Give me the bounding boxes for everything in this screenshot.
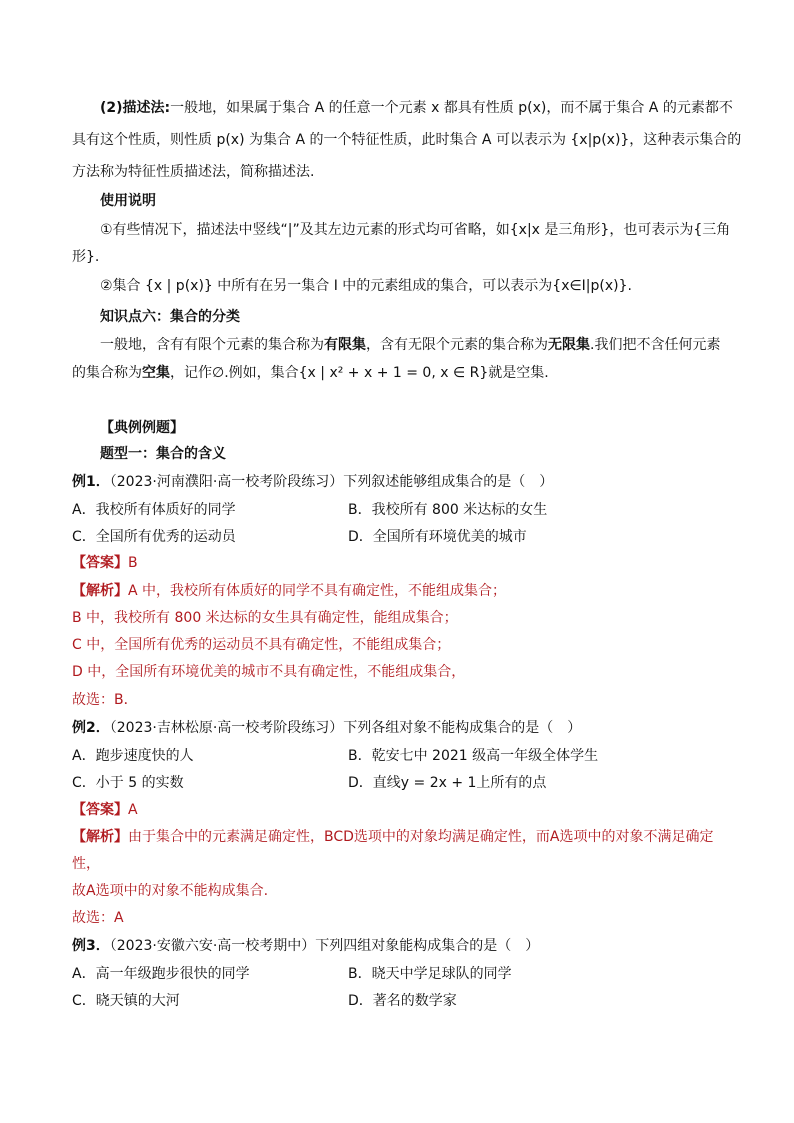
describe-line-1 xyxy=(100,98,733,118)
ex1-label: 例1． xyxy=(72,474,110,490)
ex1-stem-line xyxy=(72,472,553,492)
kp6-para-line-2 xyxy=(72,363,549,383)
usage-note-2: ②集合 {x | p(x)} 中所有在另一集合 I 中的元素组成的集合，可以表示为{x∈I|p(x)}. xyxy=(100,278,632,294)
kp6-text-2c: ，记作∅.例如，集合{x | x² + x + 1 = 0, x ∈ R}就是空集. xyxy=(170,365,549,381)
ex1-analysis-line-1 xyxy=(72,581,506,601)
kp6-heading: 知识点六：集合的分类 xyxy=(100,309,240,325)
ex2-option-d: D．直线y = 2x + 1上所有的点 xyxy=(348,775,547,791)
ex1-option-b: B．我校所有 800 米达标的女生 xyxy=(348,502,548,518)
ex3-option-b: B．晓天中学足球队的同学 xyxy=(348,966,512,982)
usage-note-1b: 形}. xyxy=(72,249,100,265)
ex2-option-b: B．乾安七中 2021 级高一年级全体学生 xyxy=(348,748,599,764)
ex1-answer-line xyxy=(72,553,138,573)
ex2-analysis-2: 性， xyxy=(72,856,100,872)
ex1-option-c: C．全国所有优秀的运动员 xyxy=(72,529,236,545)
ex1-analysis-2: B 中，我校所有 800 米达标的女生具有确定性，能组成集合； xyxy=(72,610,458,626)
usage-heading: 使用说明 xyxy=(100,193,156,209)
ex2-answer: A xyxy=(128,802,138,818)
ex2-stem: （2023·吉林松原·高一校考阶段练习）下列各组对象不能构成集合的是（ ） xyxy=(109,720,582,736)
describe-text-1: 一般地，如果属于集合 A 的任意一个元素 x 都具有性质 p(x)，而不属于集合 A 的元素都不 xyxy=(170,100,733,116)
type1-heading: 题型一：集合的含义 xyxy=(100,446,226,462)
ex2-option-a: A．跑步速度快的人 xyxy=(72,748,194,764)
ex1-analysis-3: C 中，全国所有优秀的运动员不具有确定性，不能组成集合； xyxy=(72,637,451,653)
ex3-option-a: A．高一年级跑步很快的同学 xyxy=(72,966,250,982)
ex1-option-a: A．我校所有体质好的同学 xyxy=(72,502,236,518)
ex2-analysis-line-1 xyxy=(72,827,714,847)
usage-note-1a: ①有些情况下，描述法中竖线“|”及其左边元素的形式均可省略，如{x|x 是三角形}，也可表示为{三角 xyxy=(100,222,731,238)
ex2-label: 例2． xyxy=(72,720,110,736)
ex1-answer: B xyxy=(128,555,138,571)
ex2-option-c: C．小于 5 的实数 xyxy=(72,775,184,791)
ex2-answer-tag: 【答案】 xyxy=(72,802,128,818)
ex3-label: 例3． xyxy=(72,938,110,954)
ex1-analysis-4: D 中，全国所有环境优美的城市不具有确定性，不能组成集合， xyxy=(72,664,466,680)
describe-line-2: 具有这个性质，则性质 p(x) 为集合 A 的一个特征性质，此时集合 A 可以表示为 {x|p(x)}，这种表示集合的 xyxy=(72,132,742,148)
kp6-text-2a: 的集合称为 xyxy=(72,365,142,381)
examples-heading: 【典例例题】 xyxy=(100,420,184,436)
ex2-analysis-tag: 【解析】 xyxy=(72,829,128,845)
ex2-answer-line xyxy=(72,800,138,820)
ex1-analysis-tag: 【解析】 xyxy=(72,583,128,599)
kp6-infinite-set: 无限集 xyxy=(548,337,590,353)
describe-label: (2)描述法: xyxy=(100,100,171,116)
kp6-para-line-1 xyxy=(100,335,720,355)
ex3-option-c: C．晓天镇的大河 xyxy=(72,993,180,1009)
ex1-analysis-5: 故选：B． xyxy=(72,692,138,708)
ex2-stem-line xyxy=(72,718,581,738)
ex1-answer-tag: 【答案】 xyxy=(72,555,128,571)
ex1-option-d: D．全国所有环境优美的城市 xyxy=(348,529,527,545)
ex2-analysis-3: 故A选项中的对象不能构成集合. xyxy=(72,883,269,899)
kp6-text-c: ，含有无限个元素的集合称为 xyxy=(366,337,548,353)
ex1-stem: （2023·河南濮阳·高一校考阶段练习）下列叙述能够组成集合的是（ ） xyxy=(109,474,554,490)
describe-line-3: 方法称为特征性质描述法，简称描述法. xyxy=(72,164,315,180)
ex1-analysis-1: A 中，我校所有体质好的同学不具有确定性，不能组成集合； xyxy=(128,583,507,599)
kp6-text-a: 一般地，含有有限个元素的集合称为 xyxy=(100,337,324,353)
kp6-text-e: .我们把不含任何元素 xyxy=(590,337,721,353)
kp6-finite-set: 有限集 xyxy=(324,337,366,353)
ex3-option-d: D．著名的数学家 xyxy=(348,993,457,1009)
ex2-analysis-1: 由于集合中的元素满足确定性，BCD选项中的对象均满足确定性，而A选项中的对象不满足确定 xyxy=(128,829,714,845)
kp6-empty-set: 空集 xyxy=(142,365,170,381)
ex3-stem-line xyxy=(72,936,539,956)
ex3-stem: （2023·安徽六安·高一校考期中）下列四组对象能构成集合的是（ ） xyxy=(109,938,540,954)
ex2-analysis-4: 故选：A xyxy=(72,910,124,926)
